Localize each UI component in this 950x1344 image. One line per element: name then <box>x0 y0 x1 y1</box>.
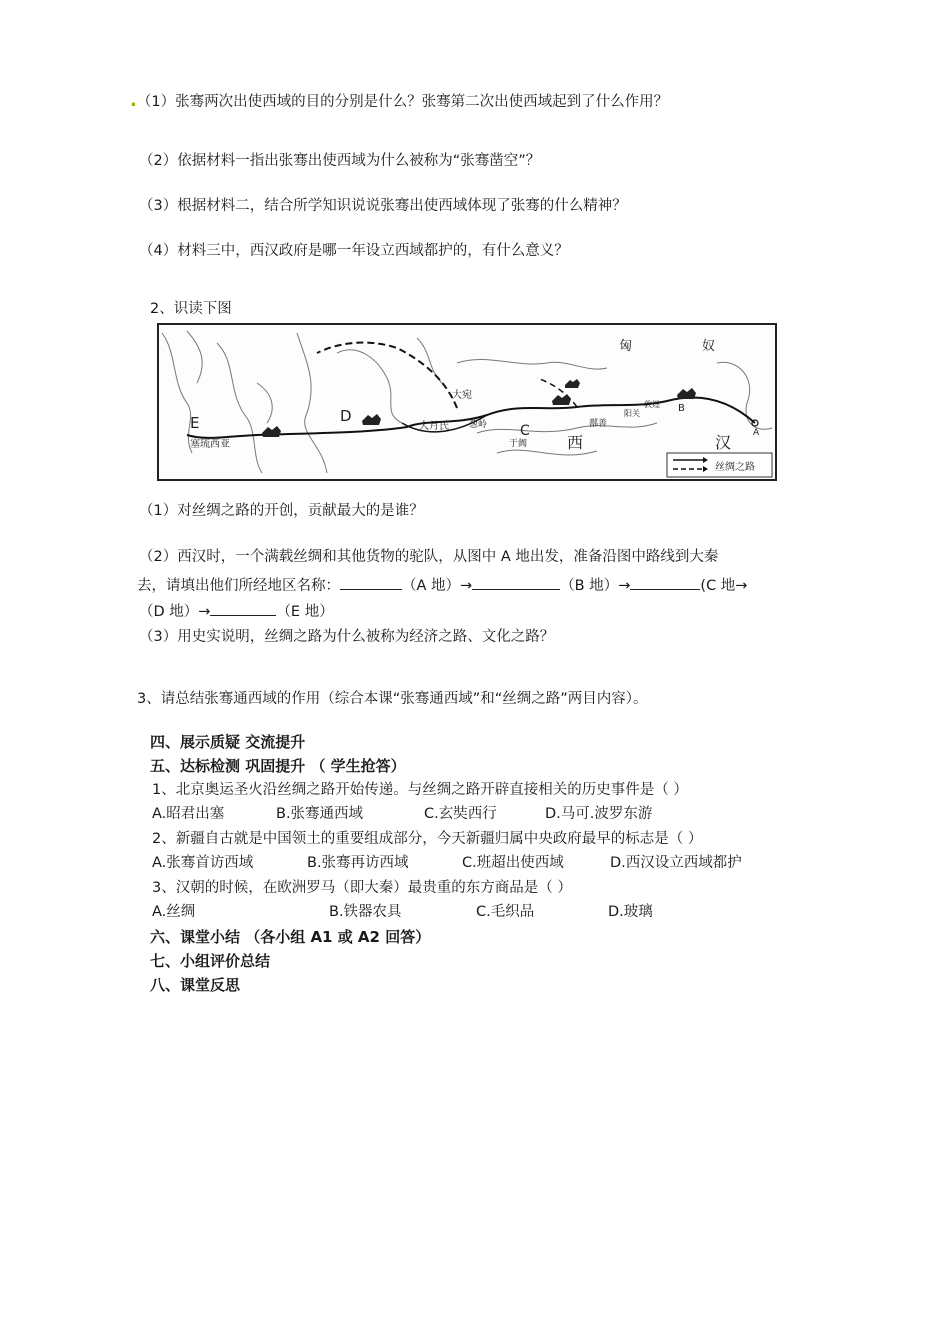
mc-3-option-b[interactable]: B.铁器农具 <box>329 904 402 920</box>
label-a: A <box>753 428 760 438</box>
label-dayuan: 大宛 <box>452 390 472 401</box>
mc-question-2-stem: 2、新疆自古就是中国领土的重要组成部分，今天新疆归属中央政府最早的标志是（ ） <box>152 831 703 847</box>
mc-question-3-options <box>152 903 653 921</box>
part-4-heading: 四、展示质疑 交流提升 <box>150 733 306 751</box>
bullet-dot: . <box>130 90 137 111</box>
mc-1-option-c[interactable]: C.玄奘西行 <box>424 806 497 822</box>
section-2-q2-line2: 去，请填出他们所经地区名称： （A 地）→ （B 地）→ (C 地→ <box>137 575 747 595</box>
part-7-heading: 七、小组评价总结 <box>150 952 271 970</box>
part-6-heading: 六、课堂小结 （各小组 A1 或 A2 回答） <box>150 928 431 946</box>
label-b: B <box>678 403 685 414</box>
blank-c[interactable] <box>630 575 700 590</box>
mc-question-2-options <box>152 854 742 872</box>
blank-a[interactable] <box>340 575 402 590</box>
mc-question-1-stem: 1、北京奥运圣火沿丝绸之路开始传递。与丝绸之路开辟直接相关的历史事件是（ ） <box>152 782 688 798</box>
section-2-q1: （1）对丝绸之路的开创，贡献最大的是谁？ <box>139 503 424 519</box>
label-yutian: 于阗 <box>509 439 528 449</box>
label-xi: 西 <box>567 433 584 452</box>
legend-label: 丝绸之路 <box>715 462 755 473</box>
label-seleucid: 塞琉西亚 <box>190 439 230 450</box>
mc-2-option-b[interactable]: B.张骞再访西域 <box>307 855 409 871</box>
label-congling: 葱岭 <box>469 420 488 430</box>
mc-3-option-c[interactable]: C.毛织品 <box>476 904 535 920</box>
question-1-2: （2）依据材料一指出张骞出使西域为什么被称为“张骞凿空”？ <box>139 153 541 169</box>
question-1-3: （3）根据材料二，结合所学知识说说张骞出使西域体现了张骞的什么精神？ <box>139 198 627 214</box>
section-3: 3、请总结张骞通西域的作用（综合本课“张骞通西域”和“丝绸之路”两目内容）。 <box>137 691 648 707</box>
silk-road-map <box>157 323 777 481</box>
label-shanshan: 鄯善 <box>589 419 608 429</box>
label-dunhuang: 敦煌 <box>644 400 660 409</box>
label-c: C <box>520 423 530 439</box>
label-d: D <box>340 407 352 425</box>
question-1-4: （4）材料三中，西汉政府是哪一年设立西域都护的，有什么意义？ <box>139 243 569 259</box>
mc-question-1-options <box>152 805 652 823</box>
mc-3-option-a[interactable]: A.丝绸 <box>152 904 196 920</box>
label-yangguan: 阳关 <box>624 409 640 418</box>
section-2-q2-line1: （2）西汉时，一个满载丝绸和其他货物的驼队，从图中 A 地出发，准备沿图中路线到大秦 <box>139 549 719 565</box>
section-2-q3: （3）用史实说明，丝绸之路为什么被称为经济之路、文化之路？ <box>139 629 555 645</box>
question-1-1: .（1）张骞两次出使西域的目的分别是什么？张骞第二次出使西域起到了什么作用？ <box>130 90 669 111</box>
section-2-q2-line3: （D 地）→ （E 地） <box>139 601 334 621</box>
part-5-heading: 五、达标检测 巩固提升 （ 学生抢答） <box>150 757 406 775</box>
label-han: 汉 <box>715 433 732 452</box>
label-e: E <box>190 414 200 432</box>
blank-d[interactable] <box>210 601 276 616</box>
mc-1-option-a[interactable]: A.昭君出塞 <box>152 806 225 822</box>
label-xiongnu-1: 匈 <box>619 339 633 354</box>
mc-1-option-d[interactable]: D.马可.波罗东游 <box>545 806 653 822</box>
mc-2-option-d[interactable]: D.西汉设立西域都护 <box>610 855 742 871</box>
mc-3-option-d[interactable]: D.玻璃 <box>608 904 653 920</box>
mc-2-option-c[interactable]: C.班超出使西域 <box>462 855 564 871</box>
label-xiongnu-2: 奴 <box>702 339 716 354</box>
label-dayuezhi: 大月氏 <box>419 421 449 432</box>
mc-1-option-b[interactable]: B.张骞通西域 <box>276 806 364 822</box>
blank-b[interactable] <box>472 575 560 590</box>
mc-question-3-stem: 3、汉朝的时候，在欧洲罗马（即大秦）最贵重的东方商品是（ ） <box>152 880 572 896</box>
mc-2-option-a[interactable]: A.张骞首访西域 <box>152 855 254 871</box>
section-2-title: 2、识读下图 <box>150 301 232 317</box>
part-8-heading: 八、课堂反思 <box>150 976 241 994</box>
